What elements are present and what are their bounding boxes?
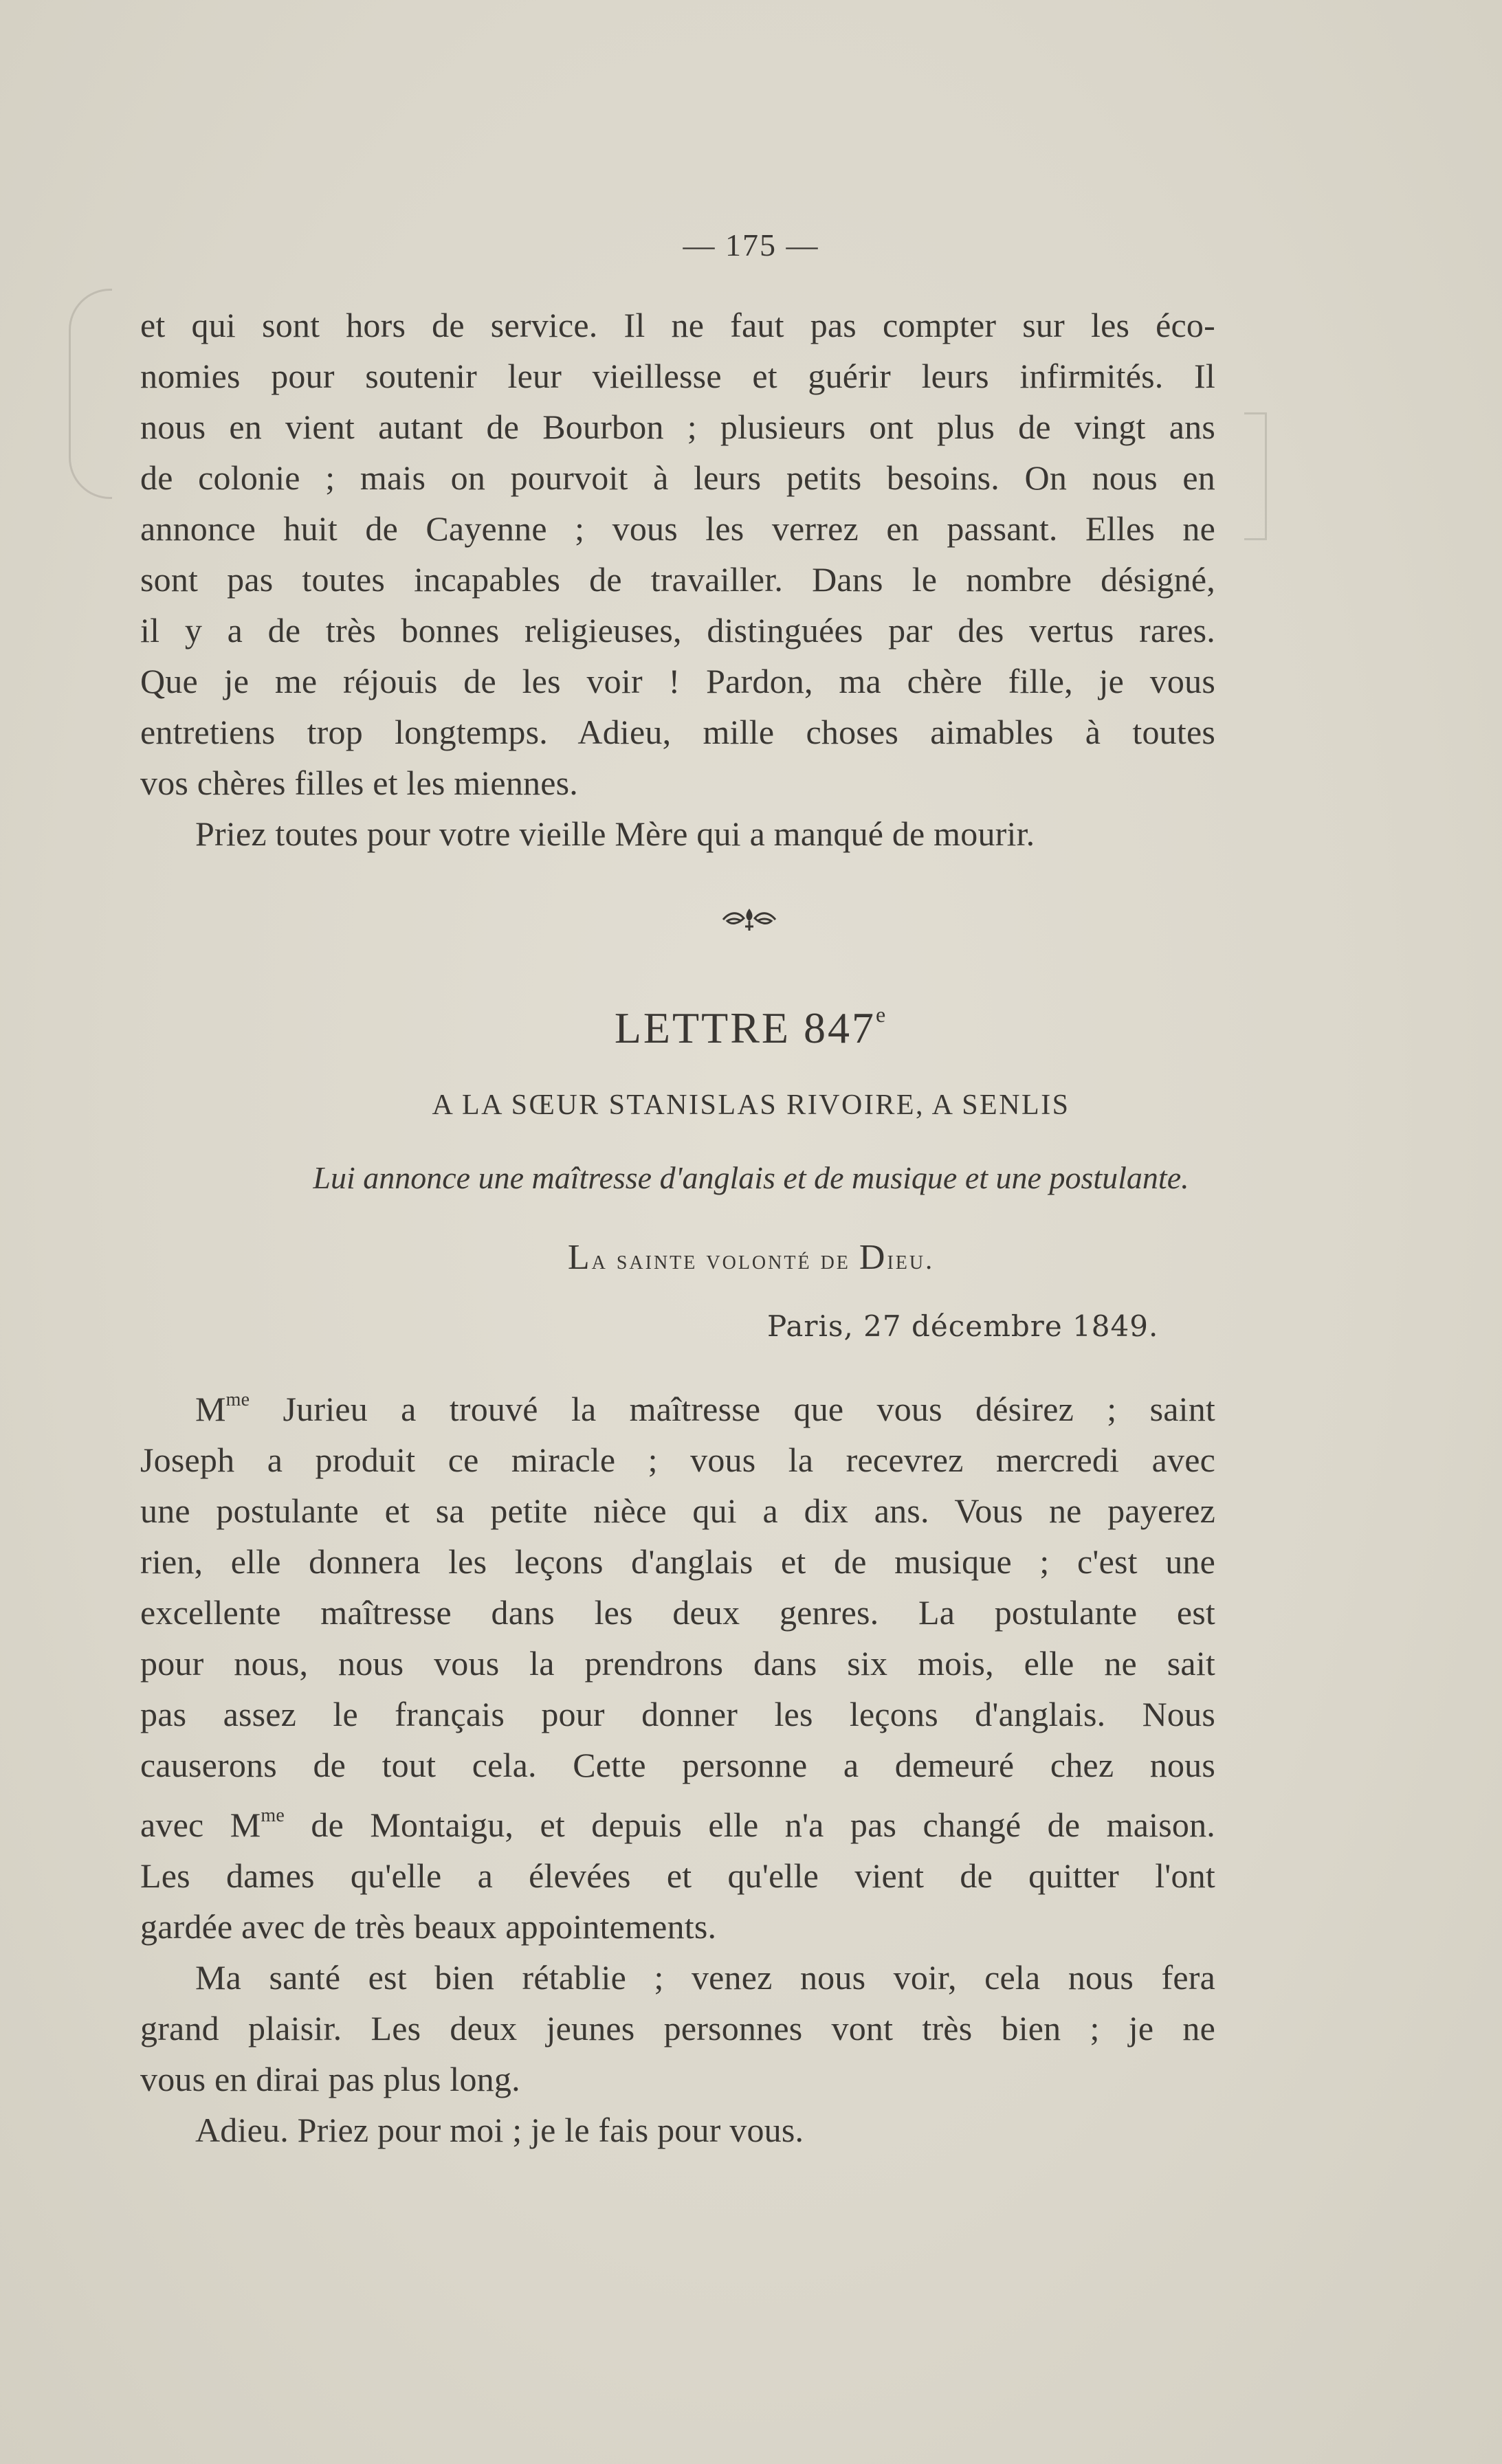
page-blemish [69, 289, 112, 499]
text-line: $M^{me}$ Jurieu a trouvé la maîtresse que vous désirez ; saint [195, 1389, 1215, 1428]
letter-body [140, 1375, 1215, 2155]
letter-summary: Lui annonce une maîtresse d'anglais et de musique et une postulante. [313, 1160, 1189, 1195]
text-line: gardée avec de très beaux appointements. [140, 1907, 717, 1946]
text-line: pas assez le français pour donner les leçons d'anglais. Nous [140, 1695, 1215, 1733]
letter-recipient: A LA SŒUR STANISLAS RIVOIRE, A SENLIS [432, 1089, 1070, 1121]
text-line: de colonie ; mais on pourvoit à leurs petits besoins. On nous en [140, 458, 1215, 497]
text-line: rien, elle donnera les leçons d'anglais et de musique ; c'est une [140, 1542, 1215, 1581]
text-line: et qui sont hors de service. Il ne faut pas compter sur les éco- [140, 306, 1215, 344]
text-line: pour nous, nous vous la prendrons dans six mois, elle ne sait [140, 1644, 1215, 1683]
text-line: sont pas toutes incapables de travailler. Dans le nombre désigné, [140, 560, 1215, 599]
letter-motto: La sainte volonté de Dieu. [567, 1238, 935, 1277]
page-number: — 175 — [683, 227, 819, 263]
fleuron-ornament-icon [720, 906, 778, 933]
text-line: avec $M^{me}$ de Montaigu, et depuis elle n'a pas changé de maison. [140, 1805, 1215, 1844]
text-line: il y a de très bonnes religieuses, distinguées par des vertus rares. [140, 611, 1215, 650]
text-line: vos chères filles et les miennes. [140, 764, 578, 802]
text-line: excellente maîtresse dans les deux genres. La postulante est [140, 1593, 1215, 1632]
text-line: annonce huit de Cayenne ; vous les verrez en passant. Elles ne [140, 509, 1215, 548]
text-line: Ma santé est bien rétablie ; venez nous voir, cela nous fera [195, 1958, 1215, 1997]
text-line: vous en dirai pas plus long. [140, 2060, 520, 2098]
text-line: nous en vient autant de Bourbon ; plusieurs ont plus de vingt ans [140, 408, 1215, 446]
page-blemish [1244, 412, 1267, 540]
text-line: Les dames qu'elle a élevées et qu'elle vient de quitter l'ont [140, 1856, 1215, 1895]
text-line: Joseph a produit ce miracle ; vous la recevrez mercredi avec [140, 1441, 1215, 1479]
text-line: Que je me réjouis de les voir ! Pardon, ma chère fille, je vous [140, 662, 1215, 700]
text-line: une postulante et sa petite nièce qui a dix ans. Vous ne payerez [140, 1491, 1215, 1530]
text-line: causerons de tout cela. Cette personne a demeuré chez nous [140, 1746, 1215, 1784]
closing-line: Adieu. Priez pour moi ; je le fais pour vous. [195, 2111, 804, 2149]
letter-dateline: Paris, 27 décembre 1849. [767, 1309, 1159, 1343]
continued-letter-text [140, 300, 1215, 859]
text-line: nomies pour soutenir leur vieillesse et guérir leurs infirmités. Il [140, 357, 1215, 395]
text-line: entretiens trop longtemps. Adieu, mille choses aimables à toutes [140, 713, 1215, 751]
letter-title: LETTRE 847e [614, 1002, 888, 1052]
text-line: grand plaisir. Les deux jeunes personnes vont très bien ; je ne [140, 2009, 1215, 2047]
closing-line: Priez toutes pour votre vieille Mère qui a manqué de mourir. [195, 814, 1035, 853]
